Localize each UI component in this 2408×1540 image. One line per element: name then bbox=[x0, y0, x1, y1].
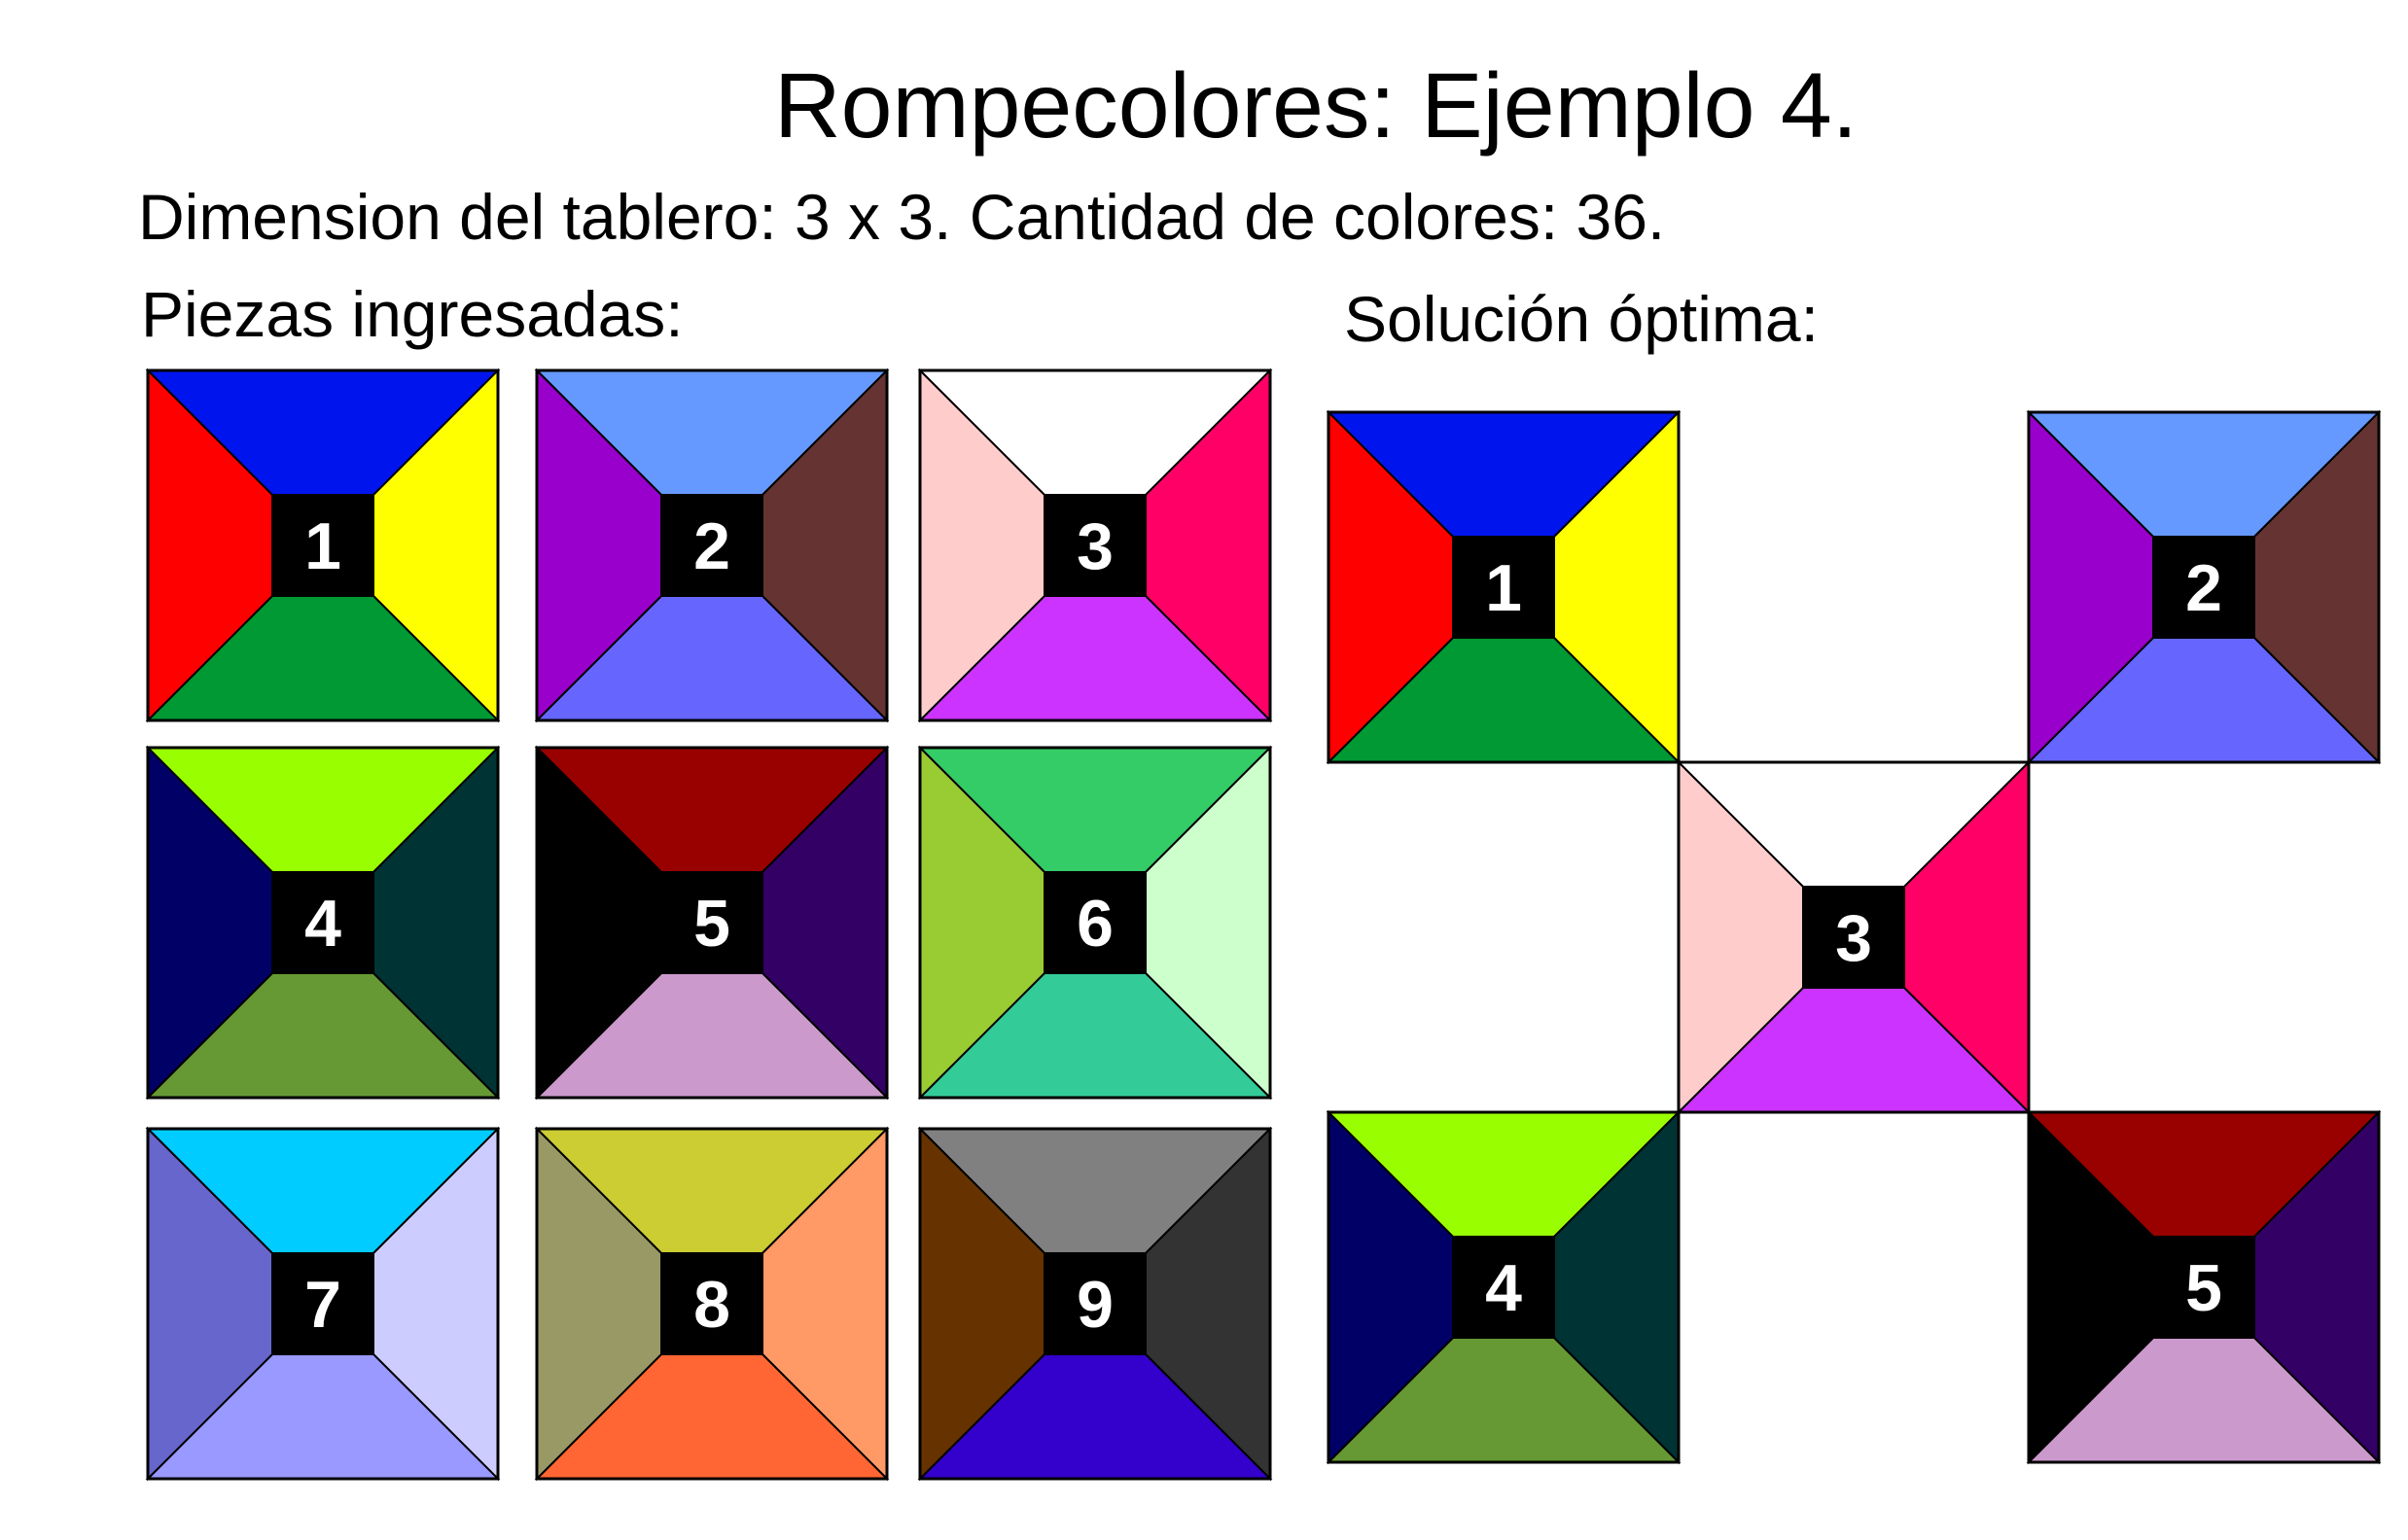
solution-piece-3 bbox=[1679, 762, 2029, 1112]
piece-number: 7 bbox=[304, 1268, 341, 1342]
piece-3 bbox=[920, 370, 1270, 720]
piece-4 bbox=[148, 748, 498, 1098]
piece-number: 3 bbox=[1835, 901, 1872, 975]
piece-5 bbox=[537, 748, 887, 1098]
piece-number: 8 bbox=[693, 1268, 730, 1342]
page-title: Rompecolores: Ejemplo 4. bbox=[774, 54, 1859, 158]
board-info: Dimension del tablero: 3 x 3. Cantidad de colores: 36. bbox=[138, 181, 1666, 253]
piece-number: 6 bbox=[1077, 887, 1114, 961]
piece-number: 5 bbox=[2185, 1251, 2222, 1325]
piece-number: 1 bbox=[1485, 551, 1522, 625]
solution-piece-2 bbox=[2029, 412, 2379, 762]
piece-1 bbox=[148, 370, 498, 720]
piece-number: 4 bbox=[304, 887, 341, 961]
piece-6 bbox=[920, 748, 1270, 1098]
solution-heading: Solución óptima: bbox=[1344, 283, 1819, 355]
solution-piece-1 bbox=[1328, 412, 1679, 762]
piece-7 bbox=[148, 1129, 498, 1479]
piece-9 bbox=[920, 1129, 1270, 1479]
piece-number: 1 bbox=[304, 509, 341, 583]
solution-piece-4 bbox=[1328, 1112, 1679, 1462]
piece-number: 3 bbox=[1077, 509, 1114, 583]
piece-8 bbox=[537, 1129, 887, 1479]
piece-number: 9 bbox=[1077, 1268, 1114, 1342]
piece-number: 4 bbox=[1485, 1251, 1522, 1325]
piece-number: 2 bbox=[693, 509, 730, 583]
piece-2 bbox=[537, 370, 887, 720]
solution-piece-5 bbox=[2029, 1112, 2379, 1462]
pieces-heading: Piezas ingresadas: bbox=[141, 278, 684, 350]
piece-number: 2 bbox=[2185, 551, 2222, 625]
piece-number: 5 bbox=[693, 887, 730, 961]
